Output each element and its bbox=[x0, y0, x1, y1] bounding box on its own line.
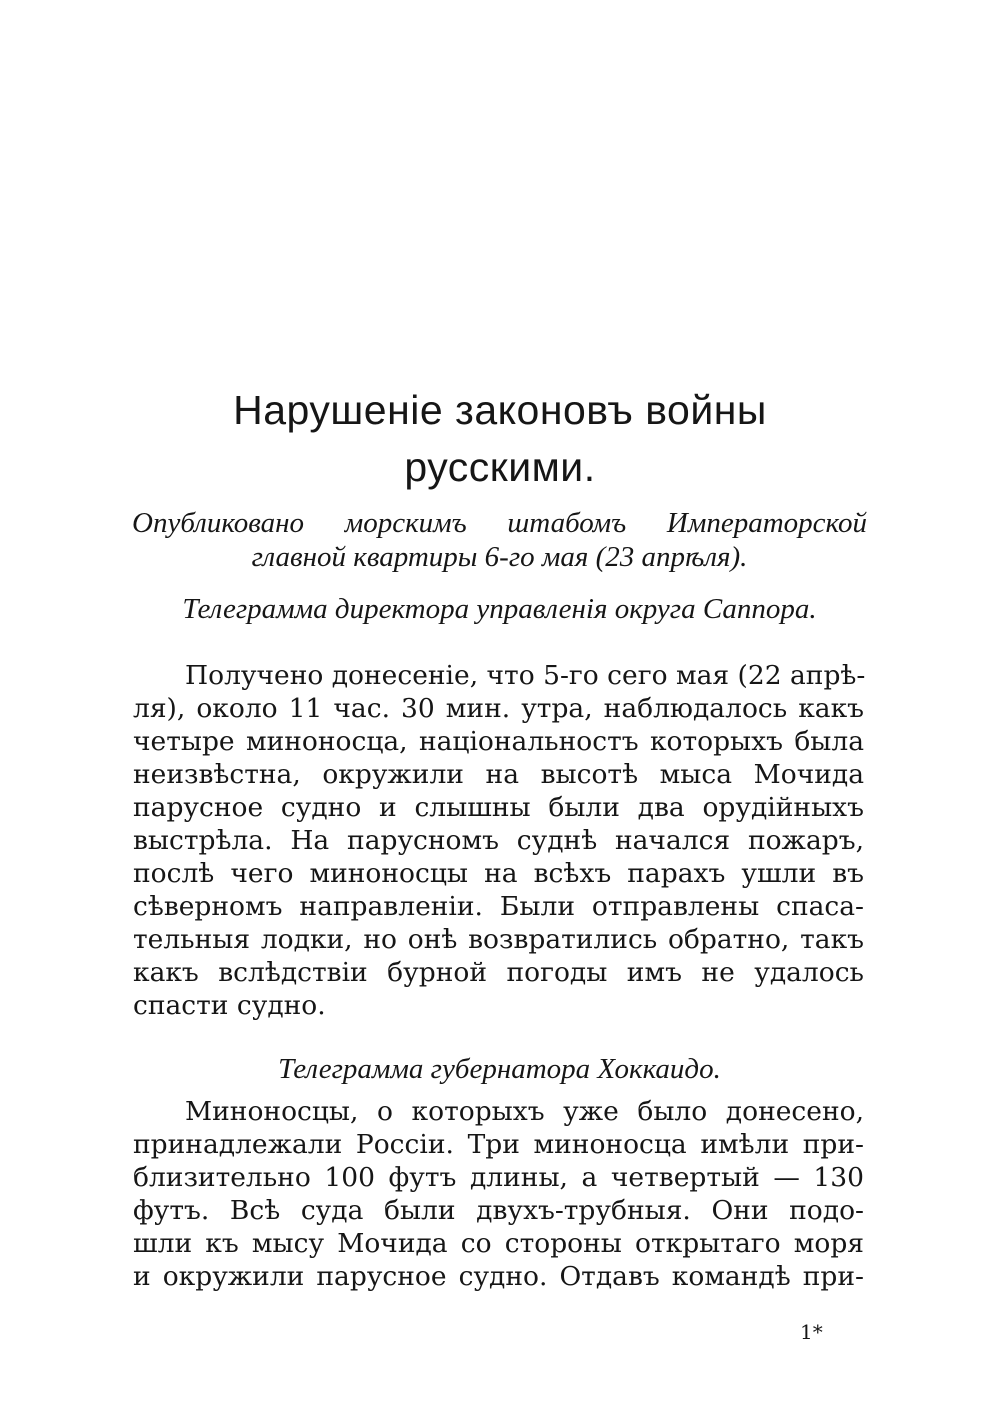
text-line: футъ. Всѣ суда были двухъ-трубныя. Они подо- bbox=[133, 1195, 864, 1226]
publication-note bbox=[132, 506, 867, 574]
text-line: близительно 100 футъ длины, а четвертый — 130 bbox=[133, 1162, 864, 1193]
chapter-title-line: русскими. bbox=[404, 444, 596, 490]
text-line: спасти судно. bbox=[133, 990, 326, 1021]
telegram-text-sapporo bbox=[133, 659, 864, 1022]
telegram-text-hokkaido bbox=[133, 1095, 864, 1293]
text-line: шли къ мысу Мочида со стороны открытаго моря bbox=[133, 1228, 864, 1259]
text-line: послѣ чего миноносцы на всѣхъ парахъ ушли въ bbox=[133, 858, 864, 889]
text-line: четыре миноносца, національностъ которыхъ была bbox=[133, 726, 864, 757]
chapter-title bbox=[150, 382, 850, 496]
publication-note-line: главной квартиры 6-го мая (23 апрѣля). bbox=[251, 541, 748, 573]
text-line: неизвѣстна, окружили на высотѣ мыса Мочида bbox=[133, 759, 864, 790]
text-line: выстрѣла. На парусномъ суднѣ начался пожаръ, bbox=[133, 825, 864, 856]
text-line: и окружили парусное судно. Отдавъ командѣ при- bbox=[133, 1261, 864, 1292]
text-line: тельныя лодки, но онѣ возвратились обратно, такъ bbox=[133, 924, 864, 955]
page-number: 1* bbox=[800, 1320, 823, 1344]
text-line: какъ вслѣдствіи бурной погоды имъ не удалось bbox=[133, 957, 864, 988]
telegram-heading-hokkaido: Телеграмма губернатора Хоккаидо. bbox=[278, 1053, 721, 1085]
text-line: Миноносцы, о которыхъ уже было донесено, bbox=[185, 1096, 864, 1127]
telegram-heading-sapporo: Телеграмма директора управленія округа Саппора. bbox=[182, 593, 817, 625]
publication-note-line: Опубликовано морскимъ штабомъ Императорской bbox=[132, 507, 867, 539]
text-line: Получено донесеніе, что 5-го сего мая (22 апрѣ- bbox=[185, 660, 866, 691]
text-line: принадлежали Россіи. Три миноносца имѣли при- bbox=[133, 1129, 864, 1160]
text-line: сѣверномъ направленіи. Были отправлены спаса- bbox=[133, 891, 864, 922]
chapter-title-line: Нарушеніе законовъ войны bbox=[233, 387, 767, 433]
text-line: ля), около 11 час. 30 мин. утра, наблюдалось какъ bbox=[133, 693, 864, 724]
text-line: парусное судно и слышны были два орудійныхъ bbox=[133, 792, 864, 823]
